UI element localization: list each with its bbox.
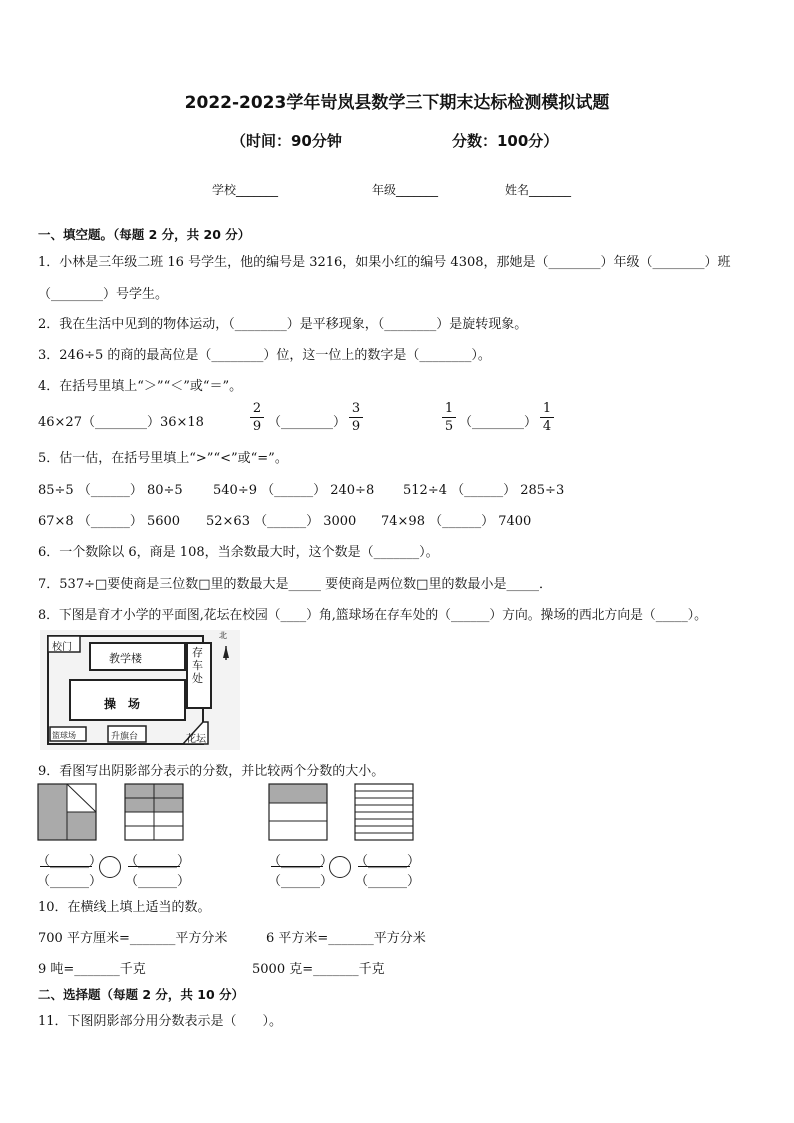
- grade-field[interactable]: 年级_______: [372, 183, 439, 197]
- question-7: 7．537÷□要使商是三位数□里的数最大是_____ 要使商是两位数□里的数最小是_____．: [38, 577, 552, 592]
- map-parking-label: 存 车 处: [192, 646, 203, 685]
- question-10: 10．在横线上填上适当的数。: [38, 900, 211, 915]
- map-flagpole-label: 升旗台: [111, 732, 139, 742]
- map-garden-label: 花坛: [186, 734, 206, 745]
- exam-time: （时间：90分钟: [231, 132, 342, 150]
- q10-item-a: 700 平方厘米=_______平方分米: [38, 931, 228, 946]
- q5-item: 52×63 （______） 3000: [206, 514, 357, 529]
- q5-item: 540÷9 （______） 240÷8: [213, 483, 375, 498]
- question-11: 11．下图阴影部分用分数表示是（ ）。: [38, 1014, 283, 1029]
- page-title: 2022-2023学年岢岚县数学三下期末达标检测模拟试题: [184, 93, 610, 113]
- section-heading-1: 一、填空题。（每题 2 分，共 20 分）: [38, 227, 251, 242]
- question-3: 3．246÷5 的商的最高位是（________）位，这一位上的数字是（________）。: [38, 348, 491, 363]
- q5-item: 512÷4 （______） 285÷3: [403, 483, 565, 498]
- q4-expression: 46×27（________）36×18: [38, 415, 204, 430]
- q4-blank-a[interactable]: （________）: [268, 415, 347, 430]
- compare-circle[interactable]: [99, 856, 121, 878]
- compare-circle[interactable]: [329, 856, 351, 878]
- q5-item: 67×8 （______） 5600: [38, 514, 181, 529]
- map-gate-label: 校门: [52, 642, 72, 653]
- question-9: 9．看图写出阴影部分表示的分数，并比较两个分数的大小。: [38, 764, 385, 779]
- q10-item-b: 6 平方米=_______平方分米: [266, 931, 426, 946]
- fraction-figure-1: [38, 784, 96, 840]
- question-2: 2．我在生活中见到的物体运动，（________）是平移现象，（________）是旋转现象。: [38, 317, 528, 332]
- section-heading-2: 二、选择题（每题 2 分，共 10 分）: [38, 987, 245, 1002]
- q5-item: 85÷5 （______） 80÷5: [38, 483, 183, 498]
- q10-item-d: 5000 克=_______千克: [252, 962, 385, 977]
- question-8: 8．下图是育才小学的平面图,花坛在校园（____）角,篮球场在存车处的（______）方向。操场的西北方向是（_____）。: [38, 608, 707, 623]
- q9-numerator-blank[interactable]: （______）: [268, 854, 334, 869]
- q9-numerator-blank[interactable]: （______）: [125, 854, 191, 869]
- q9-numerator-blank[interactable]: （______）: [37, 854, 103, 869]
- fraction-figure-4: [355, 784, 413, 840]
- q5-item: 74×98 （______） 7400: [381, 514, 532, 529]
- fraction-figure-2: [125, 784, 183, 840]
- map-building-label: 教学楼: [109, 652, 142, 665]
- q9-denominator-blank[interactable]: （______）: [355, 874, 421, 889]
- q9-denominator-blank[interactable]: （______）: [125, 874, 191, 889]
- q4-fraction-d: 1 4: [540, 401, 554, 434]
- q4-blank-b[interactable]: （________）: [459, 415, 538, 430]
- q4-fraction-a: 2 9: [250, 401, 264, 434]
- fraction-figure-3: [269, 784, 327, 840]
- name-field[interactable]: 姓名_______: [505, 183, 572, 197]
- question-1-line-2: （________）号学生。: [38, 287, 169, 302]
- question-5: 5．估一估，在括号里填上“>”“<”或“=”。: [38, 451, 288, 466]
- north-label: 北: [219, 631, 227, 640]
- school-field[interactable]: 学校_______: [212, 183, 279, 197]
- q10-item-c: 9 吨=_______千克: [38, 962, 146, 977]
- map-basketball-label: 篮球场: [52, 731, 76, 740]
- q9-numerator-blank[interactable]: （______）: [355, 854, 421, 869]
- exam-score: 分数：100分）: [452, 132, 559, 150]
- question-6: 6．一个数除以 6，商是 108，当余数最大时，这个数是（_______）。: [38, 545, 439, 560]
- question-4: 4．在括号里填上“＞”“＜”或“＝”。: [38, 379, 243, 394]
- map-playground-label: 操 场: [104, 697, 141, 711]
- q9-denominator-blank[interactable]: （______）: [37, 874, 103, 889]
- q9-denominator-blank[interactable]: （______）: [268, 874, 334, 889]
- q4-fraction-b: 3 9: [349, 401, 363, 434]
- question-1-line-1: 1．小林是三年级二班 16 号学生，他的编号是 3216，如果小红的编号 4308，那她是（________）年级（________）班: [38, 255, 731, 270]
- q4-fraction-c: 1 5: [442, 401, 456, 434]
